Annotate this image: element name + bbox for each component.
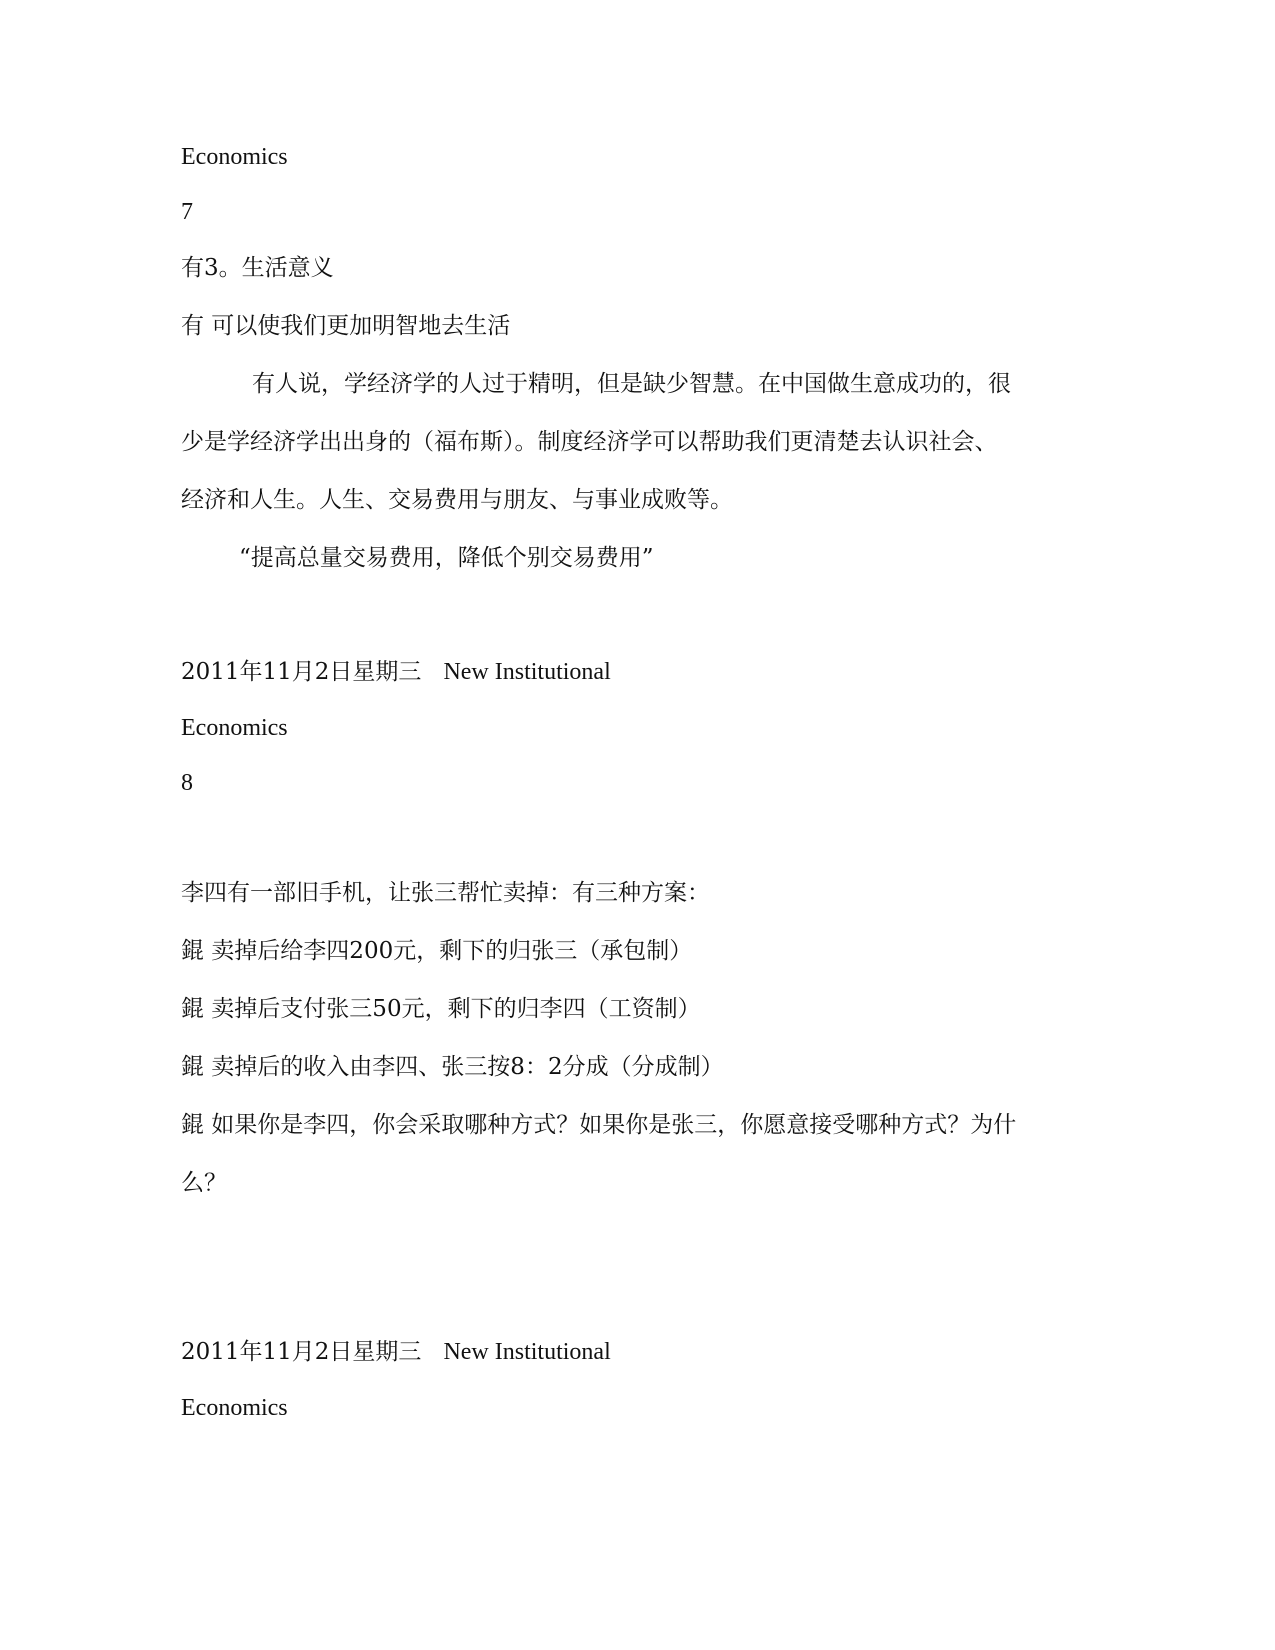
option-item-2: 錕 卖掉后支付张三50元，剩下的归李四（工资制） (181, 996, 701, 1022)
course-label: New Institutional (443, 659, 611, 685)
slide-number-7: 7 (181, 199, 193, 225)
scenario-intro: 李四有一部旧手机，让张三帮忙卖掉：有三种方案： (181, 880, 710, 906)
section-subheading: 有 可以使我们更加明智地去生活 (181, 313, 511, 339)
paragraph-line-1: 有人说，学经济学的人过于精明，但是缺少智慧。在中国做生意成功的，很 (252, 371, 1011, 397)
date-label: 2011年11月2日星期三 (181, 659, 422, 685)
quote-line: “提高总量交易费用，降低个别交易费用” (239, 545, 654, 571)
section-heading: 有3。生活意义 (181, 255, 334, 281)
slide-header-2 (181, 657, 611, 687)
option-item-3: 錕 卖掉后的收入由李四、张三按8：2分成（分成制） (181, 1054, 724, 1080)
paragraph-line-2: 少是学经济学出出身的（福布斯）。制度经济学可以帮助我们更清楚去认识社会、 (181, 429, 998, 455)
header-economics-1: Economics (181, 144, 288, 170)
header-economics-2: Economics (181, 715, 288, 741)
slide-number-8: 8 (181, 770, 193, 796)
question-line-2: 么？ (181, 1170, 227, 1196)
paragraph-line-3: 经济和人生。人生、交易费用与朋友、与事业成败等。 (181, 487, 733, 513)
date-label: 2011年11月2日星期三 (181, 1339, 422, 1365)
header-economics-3: Economics (181, 1395, 288, 1421)
question-line-1: 錕 如果你是李四，你会采取哪种方式？如果你是张三，你愿意接受哪种方式？为什 (181, 1112, 1017, 1138)
slide-header-3 (181, 1337, 611, 1367)
option-item-1: 錕 卖掉后给李四200元，剩下的归张三（承包制） (181, 938, 693, 964)
course-label: New Institutional (443, 1339, 611, 1365)
